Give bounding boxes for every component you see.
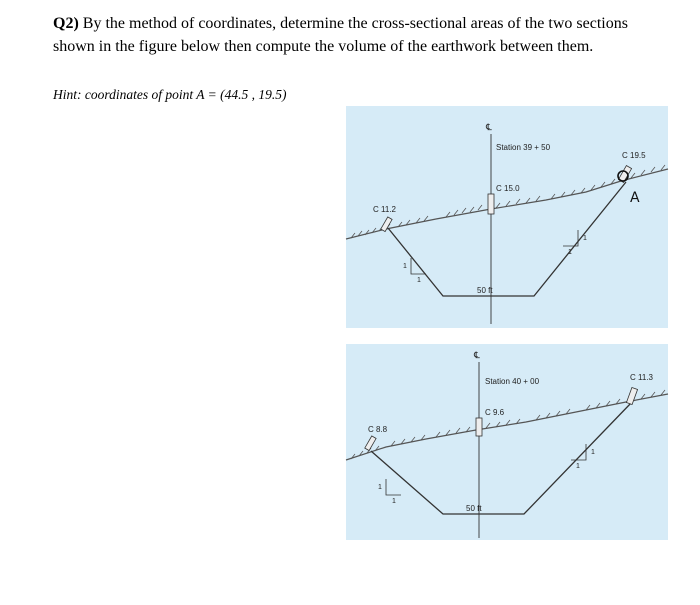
left-slope-rise: 1: [403, 263, 407, 270]
station-label: Station 40 + 00: [485, 377, 540, 386]
right-slope-run: 1: [576, 463, 580, 470]
section-1-drawing: [346, 106, 668, 328]
left-slope-rise: 1: [378, 484, 382, 491]
right-slope-run: 1: [568, 249, 572, 256]
centerline-symbol: ℄: [486, 123, 492, 133]
left-slope-triangle: [386, 479, 401, 495]
question-text: [53, 12, 653, 58]
left-cut-label: C 8.8: [368, 425, 388, 434]
right-cut-label: C 19.5: [622, 151, 646, 160]
center-cut-label: C 9.6: [485, 408, 505, 417]
left-stake: [381, 217, 392, 232]
base-width-label: 50 ft: [466, 504, 482, 513]
right-slope-rise: 1: [583, 235, 587, 242]
center-stake: [488, 194, 494, 214]
left-slope-run: 1: [417, 277, 421, 284]
hint-text: Hint: coordinates of point A = (44.5 , 19.5): [53, 87, 287, 102]
right-cut-label: C 11.3: [630, 373, 653, 382]
right-stake: [626, 387, 637, 404]
right-slope-rise: 1: [591, 449, 595, 456]
point-a-label: A: [630, 190, 640, 206]
question-body: By the method of coordinates, determine the cross-sectional areas of the two sections shown in the figure below then compute the volume of the earthwork between them.: [53, 15, 628, 55]
center-cut-label: C 15.0: [496, 184, 520, 193]
section-figure-2: [346, 344, 668, 540]
left-slope-run: 1: [392, 498, 396, 505]
left-cut-label: C 11.2: [373, 205, 396, 214]
section-2-drawing: [346, 344, 668, 540]
cut-outline: [388, 182, 626, 296]
ground-line: [346, 394, 668, 460]
station-label: Station 39 + 50: [496, 143, 551, 152]
center-stake: [476, 418, 482, 436]
left-stake: [365, 436, 376, 451]
cut-outline: [371, 402, 632, 514]
base-width-label: 50 ft: [477, 286, 493, 295]
question-number: Q2): [53, 15, 79, 32]
section-figure-1: [346, 106, 668, 328]
centerline-symbol: ℄: [474, 351, 480, 361]
